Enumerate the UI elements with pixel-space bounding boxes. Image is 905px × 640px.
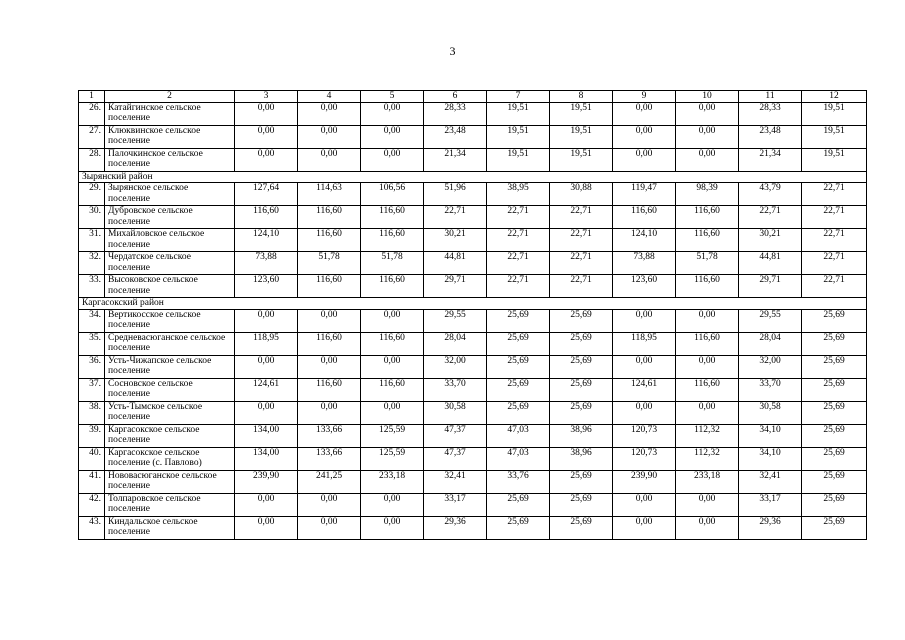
value-cell: 32,00	[424, 355, 487, 378]
value-cell: 22,71	[802, 252, 867, 275]
value-cell: 44,81	[424, 252, 487, 275]
settlement-name: Вертикосское сельское поселение	[105, 309, 235, 332]
value-cell: 116,60	[298, 229, 361, 252]
value-cell: 0,00	[298, 148, 361, 171]
value-cell: 25,69	[487, 332, 550, 355]
value-cell: 22,71	[487, 275, 550, 298]
value-cell: 124,10	[613, 229, 676, 252]
value-cell: 0,00	[613, 401, 676, 424]
region-name: Каргасокский район	[79, 298, 867, 310]
row-number: 32.	[79, 252, 105, 275]
value-cell: 22,71	[487, 229, 550, 252]
value-cell: 29,55	[424, 309, 487, 332]
value-cell: 0,00	[361, 102, 424, 125]
row-number: 38.	[79, 401, 105, 424]
value-cell: 25,69	[550, 332, 613, 355]
value-cell: 123,60	[235, 275, 298, 298]
row-number: 39.	[79, 424, 105, 447]
value-cell: 73,88	[235, 252, 298, 275]
column-header-11: 11	[739, 91, 802, 103]
value-cell: 33,17	[424, 493, 487, 516]
value-cell: 19,51	[550, 102, 613, 125]
value-cell: 0,00	[613, 516, 676, 539]
value-cell: 25,69	[550, 470, 613, 493]
table-row	[79, 183, 867, 206]
value-cell: 116,60	[298, 206, 361, 229]
value-cell: 19,51	[550, 125, 613, 148]
column-header-5: 5	[361, 91, 424, 103]
value-cell: 25,69	[550, 309, 613, 332]
value-cell: 19,51	[802, 125, 867, 148]
value-cell: 22,71	[550, 229, 613, 252]
value-cell: 125,59	[361, 447, 424, 470]
value-cell: 25,69	[550, 378, 613, 401]
settlement-name: Катайгинское сельское поселение	[105, 102, 235, 125]
value-cell: 29,36	[424, 516, 487, 539]
value-cell: 22,71	[802, 229, 867, 252]
value-cell: 0,00	[298, 309, 361, 332]
value-cell: 0,00	[613, 355, 676, 378]
value-cell: 118,95	[235, 332, 298, 355]
value-cell: 0,00	[235, 401, 298, 424]
settlement-name: Высоковское сельское поселение	[105, 275, 235, 298]
column-header-3: 3	[235, 91, 298, 103]
value-cell: 19,51	[802, 148, 867, 171]
value-cell: 116,60	[361, 206, 424, 229]
value-cell: 116,60	[298, 275, 361, 298]
value-cell: 38,96	[550, 424, 613, 447]
value-cell: 0,00	[676, 309, 739, 332]
column-header-12: 12	[802, 91, 867, 103]
row-number: 28.	[79, 148, 105, 171]
value-cell: 112,32	[676, 424, 739, 447]
value-cell: 28,04	[739, 332, 802, 355]
value-cell: 25,69	[802, 309, 867, 332]
value-cell: 51,78	[298, 252, 361, 275]
value-cell: 116,60	[361, 378, 424, 401]
value-cell: 239,90	[235, 470, 298, 493]
value-cell: 29,71	[424, 275, 487, 298]
value-cell: 29,36	[739, 516, 802, 539]
column-header-7: 7	[487, 91, 550, 103]
value-cell: 233,18	[361, 470, 424, 493]
value-cell: 0,00	[361, 493, 424, 516]
table-row	[79, 229, 867, 252]
value-cell: 116,60	[361, 229, 424, 252]
value-cell: 239,90	[613, 470, 676, 493]
value-cell: 32,00	[739, 355, 802, 378]
value-cell: 134,00	[235, 424, 298, 447]
value-cell: 25,69	[802, 424, 867, 447]
settlement-name: Толпаровское сельское поселение	[105, 493, 235, 516]
value-cell: 25,69	[550, 516, 613, 539]
value-cell: 22,71	[487, 252, 550, 275]
row-number: 42.	[79, 493, 105, 516]
value-cell: 21,34	[739, 148, 802, 171]
value-cell: 25,69	[550, 401, 613, 424]
table-row	[79, 401, 867, 424]
value-cell: 28,33	[739, 102, 802, 125]
value-cell: 25,69	[802, 470, 867, 493]
value-cell: 25,69	[802, 401, 867, 424]
value-cell: 73,88	[613, 252, 676, 275]
settlement-name: Киндальское сельское поселение	[105, 516, 235, 539]
value-cell: 29,71	[739, 275, 802, 298]
value-cell: 19,51	[802, 102, 867, 125]
value-cell: 30,58	[424, 401, 487, 424]
value-cell: 25,69	[550, 493, 613, 516]
table-header-row	[79, 91, 867, 103]
value-cell: 0,00	[235, 102, 298, 125]
row-number: 43.	[79, 516, 105, 539]
row-number: 26.	[79, 102, 105, 125]
settlement-name: Михайловское сельское поселение	[105, 229, 235, 252]
settlement-name: Каргасокское сельское поселение	[105, 424, 235, 447]
settlement-name: Сосновское сельское поселение	[105, 378, 235, 401]
value-cell: 21,34	[424, 148, 487, 171]
value-cell: 34,10	[739, 424, 802, 447]
table-row	[79, 447, 867, 470]
value-cell: 30,88	[550, 183, 613, 206]
value-cell: 33,76	[487, 470, 550, 493]
value-cell: 0,00	[298, 401, 361, 424]
settlement-name: Каргасокское сельское поселение (с. Павлово)	[105, 447, 235, 470]
value-cell: 22,71	[739, 206, 802, 229]
column-header-4: 4	[298, 91, 361, 103]
value-cell: 233,18	[676, 470, 739, 493]
value-cell: 19,51	[487, 125, 550, 148]
value-cell: 116,60	[298, 332, 361, 355]
value-cell: 116,60	[676, 378, 739, 401]
value-cell: 0,00	[676, 493, 739, 516]
value-cell: 22,71	[550, 206, 613, 229]
value-cell: 0,00	[235, 125, 298, 148]
value-cell: 116,60	[676, 206, 739, 229]
value-cell: 0,00	[676, 125, 739, 148]
value-cell: 25,69	[487, 493, 550, 516]
value-cell: 0,00	[235, 493, 298, 516]
value-cell: 0,00	[361, 309, 424, 332]
value-cell: 124,61	[613, 378, 676, 401]
row-number: 41.	[79, 470, 105, 493]
value-cell: 25,69	[802, 516, 867, 539]
value-cell: 19,51	[550, 148, 613, 171]
value-cell: 33,70	[424, 378, 487, 401]
value-cell: 112,32	[676, 447, 739, 470]
row-number: 40.	[79, 447, 105, 470]
value-cell: 25,69	[802, 493, 867, 516]
value-cell: 22,71	[802, 183, 867, 206]
value-cell: 22,71	[487, 206, 550, 229]
value-cell: 127,64	[235, 183, 298, 206]
table-row	[79, 332, 867, 355]
value-cell: 51,78	[361, 252, 424, 275]
table-row	[79, 102, 867, 125]
row-number: 37.	[79, 378, 105, 401]
value-cell: 134,00	[235, 447, 298, 470]
value-cell: 125,59	[361, 424, 424, 447]
value-cell: 0,00	[298, 516, 361, 539]
row-number: 36.	[79, 355, 105, 378]
table-row	[79, 516, 867, 539]
value-cell: 124,61	[235, 378, 298, 401]
row-number: 31.	[79, 229, 105, 252]
table-row	[79, 470, 867, 493]
value-cell: 0,00	[235, 309, 298, 332]
value-cell: 106,56	[361, 183, 424, 206]
value-cell: 32,41	[424, 470, 487, 493]
value-cell: 0,00	[361, 148, 424, 171]
value-cell: 38,96	[550, 447, 613, 470]
value-cell: 47,03	[487, 447, 550, 470]
settlement-name: Палочкинское сельское поселение	[105, 148, 235, 171]
column-header-10: 10	[676, 91, 739, 103]
value-cell: 0,00	[235, 516, 298, 539]
row-number: 30.	[79, 206, 105, 229]
value-cell: 116,60	[235, 206, 298, 229]
value-cell: 116,60	[361, 332, 424, 355]
value-cell: 120,73	[613, 447, 676, 470]
table-row	[79, 424, 867, 447]
row-number: 27.	[79, 125, 105, 148]
value-cell: 25,69	[802, 332, 867, 355]
value-cell: 51,78	[676, 252, 739, 275]
region-row	[79, 171, 867, 183]
value-cell: 0,00	[235, 355, 298, 378]
value-cell: 25,69	[802, 447, 867, 470]
value-cell: 38,95	[487, 183, 550, 206]
value-cell: 0,00	[613, 309, 676, 332]
value-cell: 25,69	[550, 355, 613, 378]
value-cell: 33,70	[739, 378, 802, 401]
value-cell: 25,69	[487, 401, 550, 424]
value-cell: 43,79	[739, 183, 802, 206]
value-cell: 120,73	[613, 424, 676, 447]
value-cell: 47,37	[424, 447, 487, 470]
value-cell: 25,69	[487, 516, 550, 539]
value-cell: 0,00	[613, 102, 676, 125]
value-cell: 23,48	[424, 125, 487, 148]
row-number: 34.	[79, 309, 105, 332]
value-cell: 23,48	[739, 125, 802, 148]
table-row	[79, 309, 867, 332]
value-cell: 116,60	[676, 229, 739, 252]
value-cell: 30,21	[739, 229, 802, 252]
value-cell: 25,69	[487, 378, 550, 401]
value-cell: 29,55	[739, 309, 802, 332]
value-cell: 0,00	[361, 125, 424, 148]
row-number: 35.	[79, 332, 105, 355]
value-cell: 22,71	[424, 206, 487, 229]
table-row	[79, 206, 867, 229]
settlement-name: Клюквинское сельское поселение	[105, 125, 235, 148]
value-cell: 30,58	[739, 401, 802, 424]
value-cell: 98,39	[676, 183, 739, 206]
value-cell: 0,00	[361, 355, 424, 378]
table-row	[79, 493, 867, 516]
value-cell: 34,10	[739, 447, 802, 470]
value-cell: 47,03	[487, 424, 550, 447]
value-cell: 116,60	[298, 378, 361, 401]
table-row	[79, 252, 867, 275]
value-cell: 0,00	[676, 355, 739, 378]
page-number: 3	[449, 44, 456, 58]
column-header-2: 2	[105, 91, 235, 103]
table-row	[79, 378, 867, 401]
value-cell: 44,81	[739, 252, 802, 275]
value-cell: 25,69	[487, 309, 550, 332]
column-header-1: 1	[79, 91, 105, 103]
value-cell: 47,37	[424, 424, 487, 447]
value-cell: 0,00	[613, 125, 676, 148]
value-cell: 116,60	[361, 275, 424, 298]
value-cell: 114,63	[298, 183, 361, 206]
value-cell: 0,00	[676, 401, 739, 424]
value-cell: 22,71	[550, 252, 613, 275]
settlement-name: Средневасюганское сельское поселение	[105, 332, 235, 355]
settlement-name: Зырянское сельское поселение	[105, 183, 235, 206]
value-cell: 116,60	[676, 275, 739, 298]
value-cell: 0,00	[298, 102, 361, 125]
value-cell: 22,71	[802, 275, 867, 298]
value-cell: 25,69	[802, 378, 867, 401]
value-cell: 0,00	[613, 148, 676, 171]
value-cell: 116,60	[676, 332, 739, 355]
value-cell: 30,21	[424, 229, 487, 252]
table-row	[79, 275, 867, 298]
value-cell: 0,00	[298, 125, 361, 148]
value-cell: 25,69	[802, 355, 867, 378]
value-cell: 0,00	[298, 355, 361, 378]
region-row	[79, 298, 867, 310]
column-header-9: 9	[613, 91, 676, 103]
value-cell: 123,60	[613, 275, 676, 298]
value-cell: 19,51	[487, 148, 550, 171]
value-cell: 241,25	[298, 470, 361, 493]
value-cell: 0,00	[298, 493, 361, 516]
table-row	[79, 355, 867, 378]
value-cell: 0,00	[235, 148, 298, 171]
settlement-name: Дубровское сельское поселение	[105, 206, 235, 229]
value-cell: 0,00	[676, 516, 739, 539]
value-cell: 116,60	[613, 206, 676, 229]
table-row	[79, 148, 867, 171]
row-number: 33.	[79, 275, 105, 298]
settlement-name: Усть-Тымское сельское поселение	[105, 401, 235, 424]
settlement-name: Нововасюганское сельское поселение	[105, 470, 235, 493]
value-cell: 19,51	[487, 102, 550, 125]
value-cell: 124,10	[235, 229, 298, 252]
table-row	[79, 125, 867, 148]
table-body	[79, 102, 867, 539]
value-cell: 0,00	[676, 102, 739, 125]
value-cell: 25,69	[487, 355, 550, 378]
value-cell: 118,95	[613, 332, 676, 355]
value-cell: 32,41	[739, 470, 802, 493]
value-cell: 119,47	[613, 183, 676, 206]
value-cell: 0,00	[676, 148, 739, 171]
column-header-6: 6	[424, 91, 487, 103]
settlement-name: Чердатское сельское поселение	[105, 252, 235, 275]
value-cell: 133,66	[298, 447, 361, 470]
value-cell: 0,00	[361, 401, 424, 424]
column-header-8: 8	[550, 91, 613, 103]
value-cell: 22,71	[802, 206, 867, 229]
value-cell: 133,66	[298, 424, 361, 447]
value-cell: 22,71	[550, 275, 613, 298]
settlement-name: Усть-Чижапское сельское поселение	[105, 355, 235, 378]
value-cell: 0,00	[361, 516, 424, 539]
value-cell: 28,33	[424, 102, 487, 125]
value-cell: 51,96	[424, 183, 487, 206]
tariff-table	[78, 90, 867, 540]
value-cell: 33,17	[739, 493, 802, 516]
value-cell: 28,04	[424, 332, 487, 355]
region-name: Зырянский район	[79, 171, 867, 183]
row-number: 29.	[79, 183, 105, 206]
value-cell: 0,00	[613, 493, 676, 516]
